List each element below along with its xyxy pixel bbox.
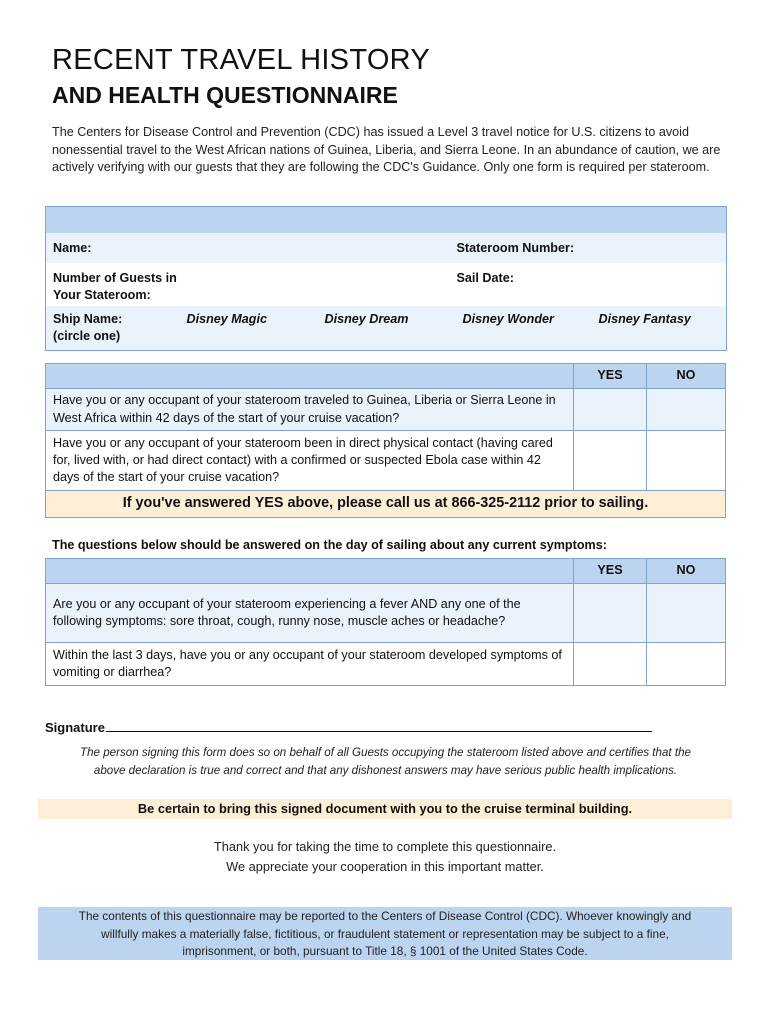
name-field[interactable] [46, 233, 457, 263]
ship-label-line1: Ship Name: [53, 311, 123, 326]
symptom-q2-yes-box[interactable] [574, 643, 647, 686]
signature-disclaimer-line2: above declaration is true and correct and that any dishonest answers may have serious public health implications. [93, 764, 678, 777]
guest-count-label-line1: Number of Guests in [53, 270, 177, 285]
page-subtitle: AND HEALTH QUESTIONNAIRE [52, 82, 398, 108]
travel-yes-heading: YES [574, 364, 647, 389]
symptom-yes-no-header [46, 559, 726, 584]
signature-disclaimer [45, 744, 726, 780]
symptom-q2-no-box[interactable] [647, 643, 726, 686]
travel-no-heading: NO [647, 364, 726, 389]
symptom-yes-heading: YES [574, 559, 647, 584]
travel-question-row [46, 389, 726, 431]
signature-line[interactable] [106, 719, 652, 732]
legal-footer-line2: willfully makes a materially false, fictitious, or fraudulent statement or representation may be subject to a fine, [101, 926, 669, 941]
travel-question-1: Have you or any occupant of your stateroom traveled to Guinea, Liberia or Sierra Leone in West Africa within 42 days of the start of your cruise vacation? [46, 389, 574, 431]
symptom-question-row [46, 584, 726, 643]
page-title: RECENT TRAVEL HISTORY [52, 44, 431, 76]
signature-label: Signature [45, 720, 105, 735]
stateroom-number-label: Stateroom Number: [456, 240, 575, 255]
travel-question-row [46, 431, 726, 491]
thank-you-line2: We appreciate your cooperation in this important matter. [226, 859, 544, 874]
symptom-q1-no-box[interactable] [647, 584, 726, 643]
symptom-section-intro: The questions below should be answered on the day of sailing about any current symptoms: [52, 538, 607, 552]
symptom-no-heading: NO [647, 559, 726, 584]
signature-disclaimer-line1: The person signing this form does so on behalf of all Guests occupying the stateroom listed above and certifies that the [80, 746, 691, 759]
guest-count-label-line2: Your Stateroom: [53, 287, 151, 302]
ship-option-magic[interactable]: Disney Magic [186, 311, 267, 326]
call-us-alert: If you've answered YES above, please call us at 866-325-2112 prior to sailing. [46, 491, 726, 518]
ship-option-wonder[interactable]: Disney Wonder [462, 311, 554, 326]
sail-date-label: Sail Date: [456, 270, 514, 285]
legal-footer [38, 907, 732, 960]
legal-footer-line3: imprisonment, or both, pursuant to Title 18, § 1001 of the United States Code. [182, 944, 588, 958]
symptom-question-row [46, 643, 726, 686]
sail-date-field[interactable] [457, 263, 727, 306]
ship-option-fantasy[interactable]: Disney Fantasy [598, 311, 691, 326]
signature-field[interactable] [45, 719, 652, 735]
travel-q1-yes-box[interactable] [574, 389, 647, 431]
name-row [46, 233, 727, 263]
symptom-question-2: Within the last 3 days, have you or any occupant of your stateroom developed symptoms of vomiting or diarrhea? [46, 643, 574, 686]
intro-paragraph: The Centers for Disease Control and Prevention (CDC) has issued a Level 3 travel notice for U.S. citizens to avoid nonessential travel to the West African nations of Guinea, Liberia, and Sierra Leone. In an abundance of caution, we are actively verifying with our guests that they are following the CDC's Guidance. Only one form is required per stateroom. [52, 125, 721, 175]
guest-info-table [45, 206, 727, 351]
stateroom-number-field[interactable] [457, 233, 727, 263]
thank-you-message [38, 837, 732, 877]
travel-q2-yes-box[interactable] [574, 431, 647, 491]
travel-question-2: Have you or any occupant of your stateroom been in direct physical contact (having cared for, lived with, or had direct contact) with a confirmed or suspected Ebola case within 42 days of the start of your cruise vacation? [46, 431, 574, 491]
call-us-alert-row [46, 491, 726, 518]
symptom-q1-yes-box[interactable] [574, 584, 647, 643]
ship-label-line2: (circle one) [53, 328, 121, 343]
legal-footer-line1: The contents of this questionnaire may be reported to the Centers of Disease Control (CDC). Whoever knowingly and [78, 909, 692, 923]
bring-document-reminder: Be certain to bring this signed document with you to the cruise terminal building. [38, 799, 732, 819]
guests-row [46, 263, 727, 306]
guest-count-field[interactable] [46, 263, 457, 306]
name-label: Name: [53, 240, 92, 255]
travel-yes-no-header [46, 364, 726, 389]
thank-you-line1: Thank you for taking the time to complete this questionnaire. [213, 839, 557, 854]
travel-q1-no-box[interactable] [647, 389, 726, 431]
ship-option-dream[interactable]: Disney Dream [324, 311, 409, 326]
guest-info-header-bar [46, 207, 727, 233]
travel-questions-table [45, 363, 726, 518]
ship-row [46, 306, 727, 351]
symptom-question-1: Are you or any occupant of your stateroom experiencing a fever AND any one of the following symptoms: sore throat, cough, runny nose, muscle aches or headache? [46, 584, 574, 643]
travel-q2-no-box[interactable] [647, 431, 726, 491]
symptom-questions-table [45, 558, 726, 686]
